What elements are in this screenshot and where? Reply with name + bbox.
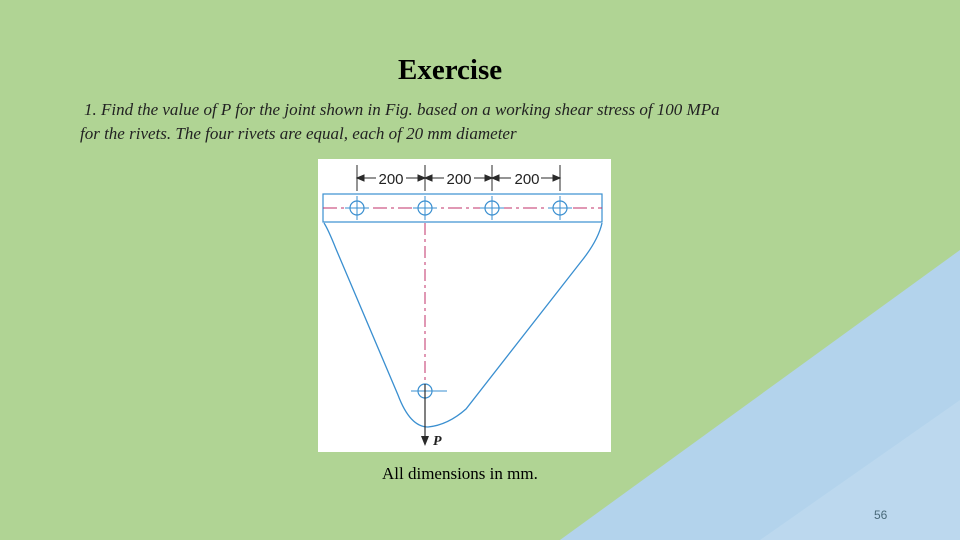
load-label: P: [433, 434, 442, 449]
dimension-label-1: 200: [378, 171, 404, 188]
question-line-2: for the rivets. The four rivets are equal, each of 20 mm diameter: [80, 124, 517, 143]
riveted-joint-figure: [318, 159, 611, 452]
exercise-question: [80, 98, 900, 146]
load-arrow: [421, 384, 429, 446]
question-line-1: 1. Find the value of P for the joint shown in Fig. based on a working shear stress of 100 MPa: [84, 100, 720, 119]
dimension-label-2: 200: [446, 171, 472, 188]
load-point-marker: [411, 384, 447, 398]
page-number: 56: [874, 508, 888, 522]
slide-title: Exercise: [398, 54, 503, 86]
bracket-outline: [324, 223, 602, 427]
dimension-label-3: 200: [514, 171, 540, 188]
figure-caption: All dimensions in mm.: [382, 464, 538, 483]
